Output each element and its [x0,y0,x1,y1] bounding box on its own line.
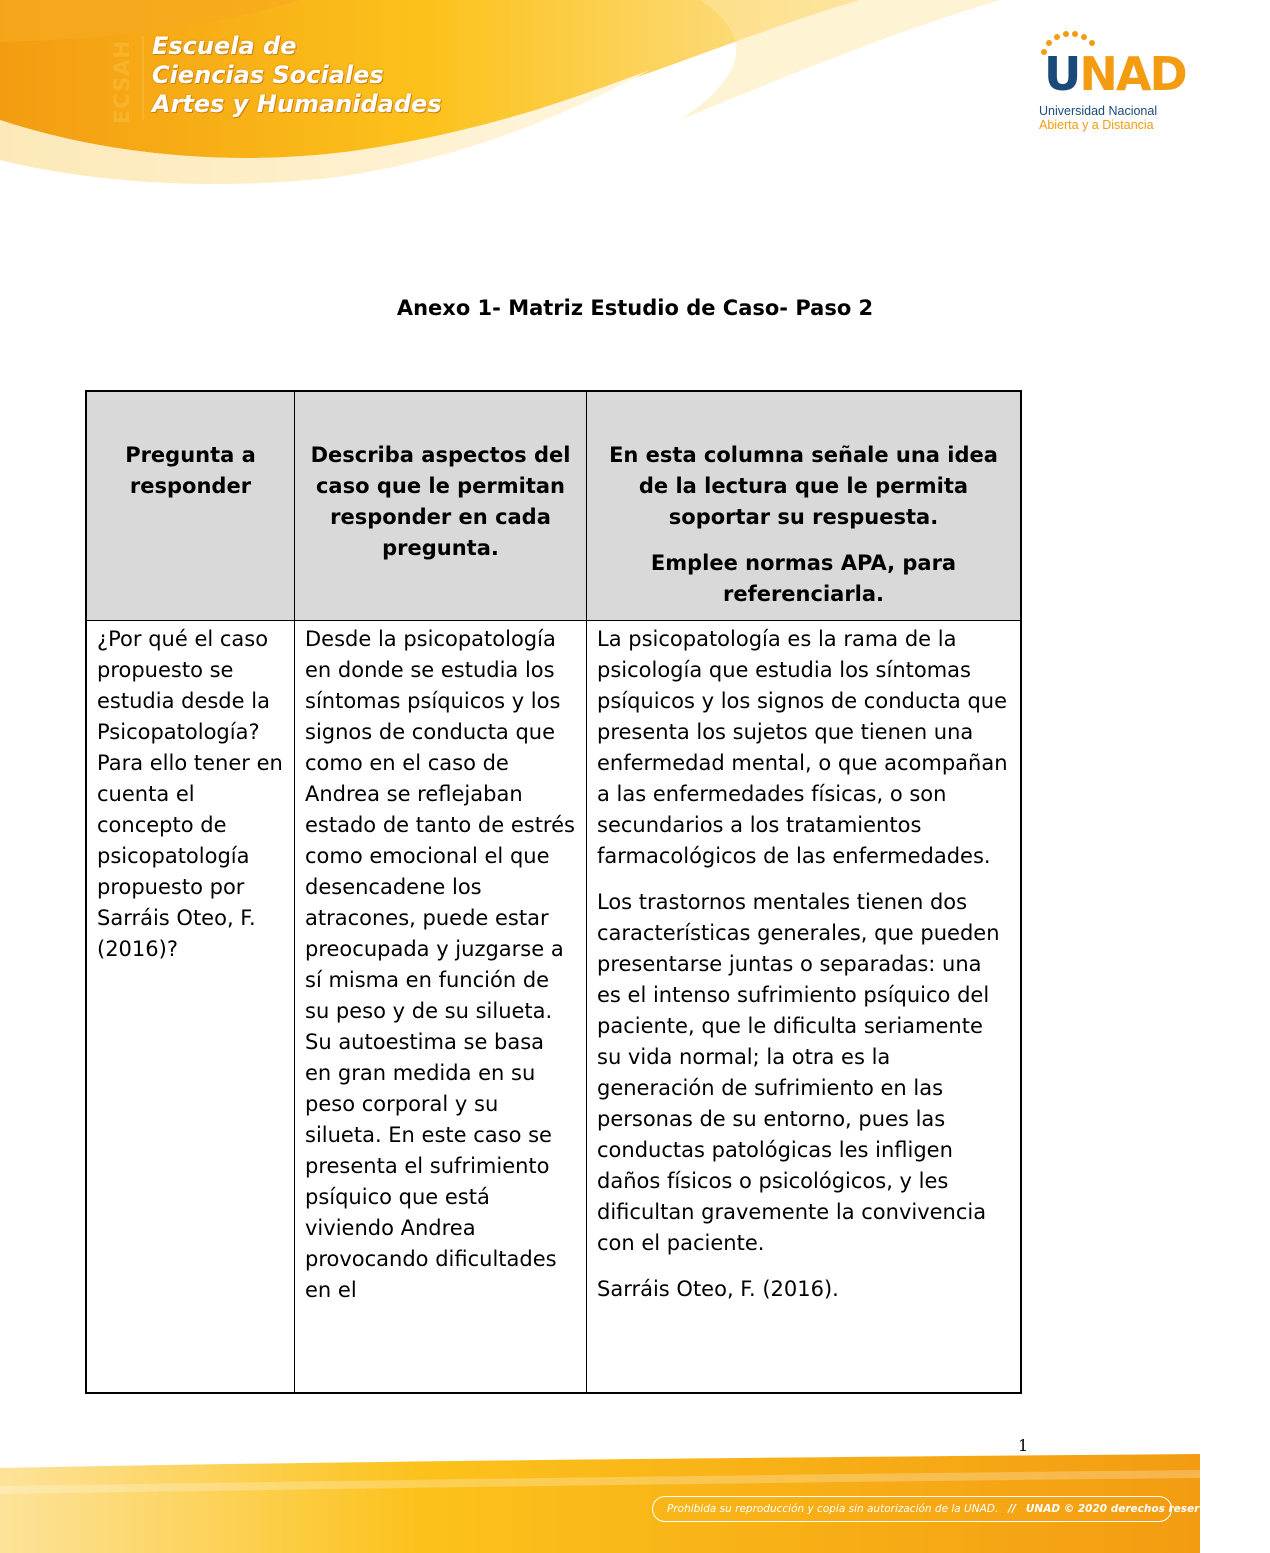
unad-wordmark: UNAD [1044,47,1186,101]
notice-separator: // [1008,1503,1016,1515]
page-title: Anexo 1- Matriz Estudio de Caso- Paso 2 [396,296,874,320]
header-support: En esta columna señale una idea de la lectura que le permita soportar su respuesta. Emplee normas APA, para referenciarla. [587,392,1020,621]
cell-question: ¿Por qué el caso propuesto se estudia desde la Psicopatología? Para ello tener en cuenta el concepto de psicopatología propuesto por Sarráis Oteo, F. (2016)? [87,621,295,1392]
school-line-1: Escuela de [152,32,297,60]
school-name [152,32,442,119]
cell-support [587,621,1020,1392]
header-banner [0,0,1200,250]
support-paragraph-1: La psicopatología es la rama de la psicología que estudia los síntomas psíquicos y los signos de conducta que presenta los sujetos que tienen una enfermedad mental, o que acompañan a las enfermedades físicas, o son secundarios a los tratamientos farmacológicos de las enfermedades. [597,627,1008,868]
unad-name-line2: Abierta y a Distancia [1039,118,1154,132]
case-study-matrix [85,390,1022,1394]
school-line-2: Ciencias Sociales [152,61,384,89]
page-number: 1 [1018,1436,1029,1455]
school-line-3: Artes y Humanidades [152,90,442,118]
unad-logo [1036,30,1186,140]
cell-aspects: Desde la psicopatología en donde se estudia los síntomas psíquicos y los signos de conducta que como en el caso de Andrea se reflejaban estado de tanto de estrés como emocional el que desencadene los atracones, puede estar preocupada y juzgarse a sí misma en función de su peso y de su silueta. Su autoestima se basa en gran medida en su peso corporal y su silueta. En este caso se presenta el sufrimiento psíquico que está viviendo Andrea provocando dificultades en el [295,621,587,1392]
header-divider [142,36,144,120]
header-question: Pregunta a responder [87,392,295,621]
rights-text: UNAD © 2020 derechos reservados. [1025,1503,1239,1515]
copyright-notice [652,1496,1239,1522]
ecsah-label: ECSAH [110,39,135,125]
support-paragraph-2: Los trastornos mentales tienen dos características generales, que pueden presentarse juntas o separadas: una es el intenso sufrimiento psíquico del paciente, que le dificulta seriamente su vida normal; la otra es la generación de sufrimiento en las personas de su entorno, pues las conductas patológicas les infligen daños físicos o psicológicos, y les dificultan gravemente la convivencia con el paciente. [597,890,1000,1255]
header-aspects: Describa aspectos del caso que le permitan responder en cada pregunta. [295,392,587,621]
support-reference: Sarráis Oteo, F. (2016). [597,1277,839,1301]
notice-text: Prohibida su reproducción y copia sin autorización de la UNAD. [667,1503,999,1515]
unad-name-line1: Universidad Nacional [1039,104,1158,118]
